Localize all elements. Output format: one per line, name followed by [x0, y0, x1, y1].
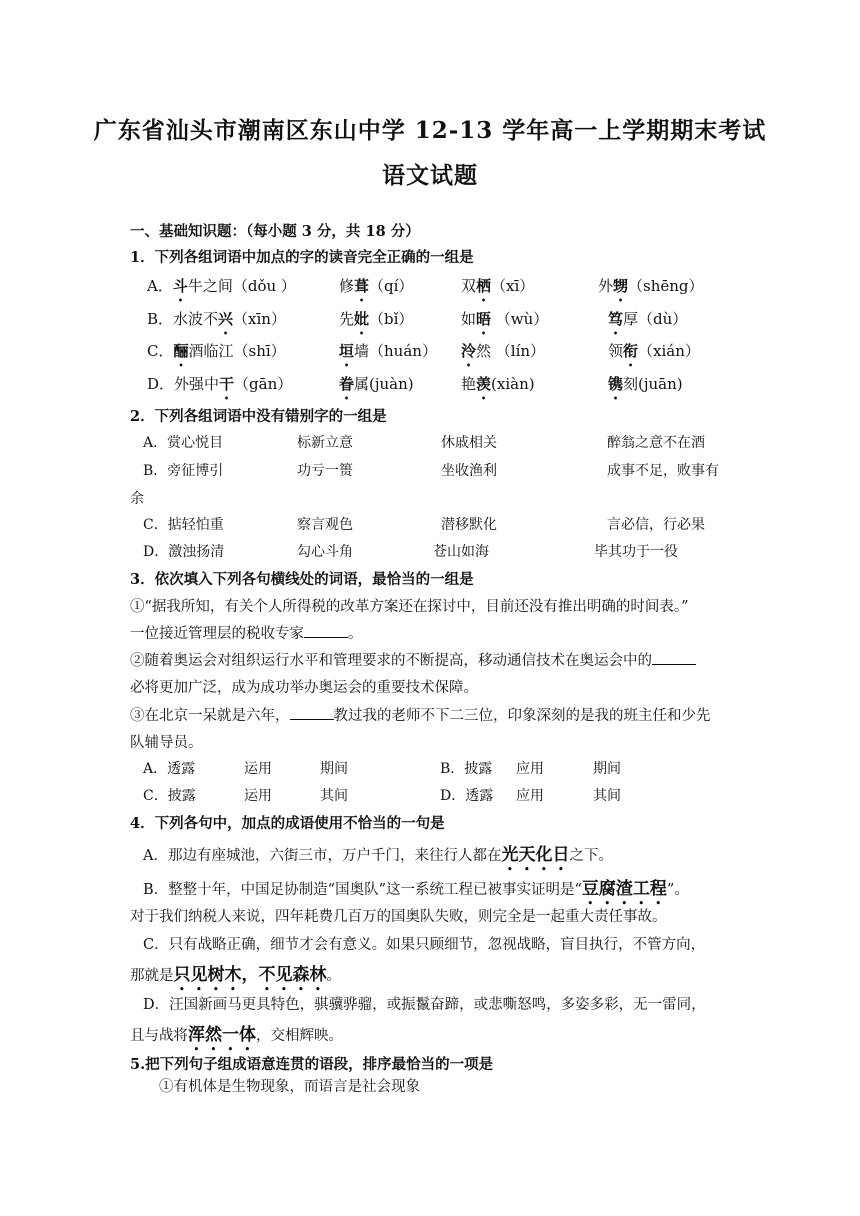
q1-option-a-word4: 外甥（shēng） [598, 277, 704, 295]
q3-b-1: B．披露 [440, 761, 493, 777]
q1-option-c-word2: 垣墙（huán） [339, 342, 437, 360]
q2-c-3: 潜移默化 [441, 517, 497, 533]
q4-idiom-a: 光天化日 [501, 845, 570, 865]
q1-option-d-word4: 镌刻(juān) [608, 375, 683, 393]
q1-option-b-word1: B．水波不兴（xīn） [147, 310, 286, 328]
q1-option-a-word3: 双栖（xī） [461, 277, 535, 295]
q3-sentence-3: ③在北京一呆就是六年， 教过我的老师不下二三位，印象深刻的是我的班主任和少先 [130, 704, 711, 725]
question-3-stem: 3．依次填入下列各句横线处的词语，最恰当的一组是 [130, 571, 474, 588]
q1-option-c-word1: C．酾酒临江（shī） [147, 342, 286, 360]
q3-b-3: 期间 [593, 761, 621, 777]
q2-b-2: 功亏一篑 [297, 463, 353, 479]
q4-idiom-b: 豆腐渣工程 [581, 879, 667, 899]
q2-b-wrap: 余 [130, 491, 144, 507]
q2-a-1: A．赏心悦目 [143, 435, 224, 451]
q3-d-3: 其间 [593, 788, 621, 804]
q4-option-a: A．那边有座城池，六街三市，万户千门，来往行人都在光天化日之下。 [143, 845, 613, 865]
q1-option-d-word2: 眷属(juàn) [339, 375, 414, 393]
q2-a-4: 醉翁之意不在酒 [607, 435, 705, 451]
q2-d-2: 勾心斗角 [297, 544, 353, 560]
q1-option-c-word3: 泠然 （lín） [461, 342, 546, 360]
q4-option-c: C．只有战略正确，细节才会有意义。如果只顾细节，忽视战略，盲目执行，不管方向， [143, 937, 706, 953]
q1-option-d-word3: 艳羡(xiàn) [461, 375, 535, 393]
q2-c-2: 察言观色 [297, 517, 353, 533]
q2-d-3: 苍山如海 [433, 544, 489, 560]
q5-item-1: ①有机体是生物现象，而语言是社会现象 [159, 1079, 420, 1095]
question-1-stem: 1．下列各组词语中加点的字的读音完全正确的一组是 [130, 249, 474, 266]
q2-b-3: 坐收渔利 [441, 463, 497, 479]
q4-option-d: D．汪国新画马更具特色，骐骥骅骝，或振鬣奋蹄，或悲嘶怒鸣，多姿多彩，无一雷同， [143, 997, 706, 1013]
q4-option-b: B．整整十年，中国足协制造“国奥队”这一系统工程已被事实证明是“豆腐渣工程”。 [143, 879, 689, 899]
q2-a-3: 休戚相关 [441, 435, 497, 451]
q1-option-b-word4: 笃厚（dù） [608, 310, 688, 328]
q3-c-1: C．披露 [143, 788, 196, 804]
q1-option-a-word1: A．斗牛之间（dǒu ） [147, 277, 296, 295]
q3-a-3: 期间 [320, 761, 348, 777]
q3-d-1: D．透露 [440, 788, 494, 804]
q3-sentence-1: ①“据我所知，有关个人所得税的改革方案还在探讨中，目前还没有推出明确的时间表。” [130, 599, 689, 615]
q2-b-1: B．旁征博引 [143, 463, 224, 479]
q3-a-2: 运用 [244, 761, 272, 777]
q1-option-b-word3: 如晤 （wù） [461, 310, 549, 328]
q1-option-a-word2: 修葺（qí） [339, 277, 414, 295]
exam-subtitle: 语文试题 [382, 162, 478, 189]
q3-blank-1 [304, 623, 348, 638]
q4-idiom-c: 只见树木，不见森林 [173, 965, 327, 985]
q3-sentence-2-cont: 必将更加广泛，成为成功举办奥运会的重要技术保障。 [130, 680, 478, 696]
question-2-stem: 2．下列各组词语中没有错别字的一组是 [130, 408, 387, 425]
q2-a-2: 标新立意 [297, 435, 353, 451]
q1-option-b-word2: 先妣（bǐ） [339, 310, 414, 328]
question-5-stem: 5.把下列句子组成语意连贯的语段，排序最恰当的一项是 [130, 1056, 494, 1073]
q4-idiom-d: 浑然一体 [188, 1025, 256, 1045]
q3-a-1: A．透露 [143, 761, 196, 777]
question-4-stem: 4．下列各句中，加点的成语使用不恰当的一句是 [130, 815, 445, 832]
q3-sentence-1-cont: 一位接近管理层的税收专家 。 [130, 622, 363, 643]
q4-option-c-cont: 那就是只见树木，不见森林。 [130, 965, 341, 985]
q2-d-4: 毕其功于一役 [594, 544, 678, 560]
q3-b-2: 应用 [516, 761, 544, 777]
q2-c-4: 言必信，行必果 [607, 517, 705, 533]
q3-sentence-3-cont: 队辅导员。 [130, 735, 203, 751]
q4-option-d-cont: 且与战将浑然一体，交相辉映。 [130, 1025, 343, 1045]
q3-blank-3 [290, 705, 334, 720]
exam-title: 广东省汕头市潮南区东山中学 12-13 学年高一上学期期末考试 [93, 117, 767, 144]
q3-d-2: 应用 [516, 788, 544, 804]
q2-c-1: C．掂轻怕重 [143, 517, 224, 533]
q2-b-4: 成事不足，败事有 [607, 463, 719, 479]
q4-option-b-cont: 对于我们纳税人来说，四年耗费几百万的国奥队失败，则完全是一起重大责任事故。 [130, 909, 667, 925]
q3-c-2: 运用 [244, 788, 272, 804]
q3-blank-2 [652, 650, 696, 665]
q2-d-1: D．激浊扬清 [143, 544, 225, 560]
section-heading: 一、基础知识题：（每小题 3 分，共 18 分） [130, 223, 420, 240]
q3-c-3: 其间 [320, 788, 348, 804]
q1-option-d-word1: D．外强中干（gān） [147, 375, 293, 393]
q3-sentence-2: ②随着奥运会对组织运行水平和管理要求的不断提高，移动通信技术在奥运会中的 [130, 649, 696, 670]
q1-option-c-word4: 领衔（xián） [608, 342, 700, 360]
